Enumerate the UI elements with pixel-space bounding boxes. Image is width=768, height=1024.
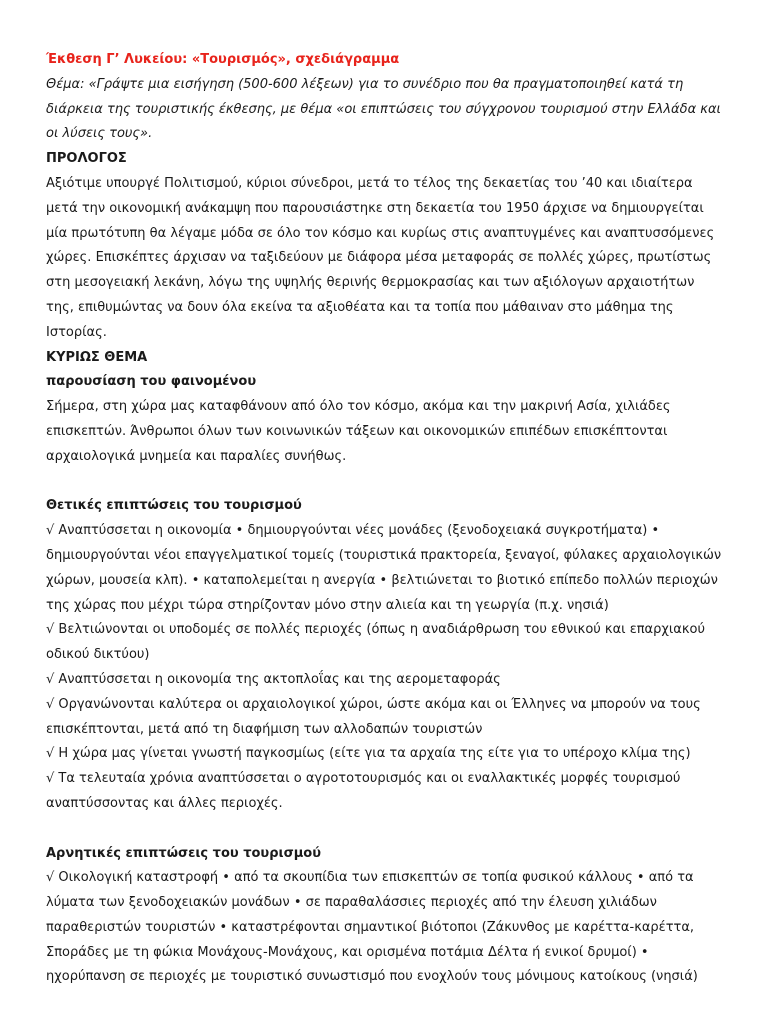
- document-title: Έκθεση Γ’ Λυκείου: «Τουρισμός», σχεδιάγραμμα: [46, 52, 400, 67]
- positive-item: √ Τα τελευταία χρόνια αναπτύσσεται ο αγροτοτουρισμός και οι εναλλακτικές μορφές τουρισμού αναπτύσσοντας και άλλες περιοχές.: [46, 771, 681, 811]
- main-heading: ΚΥΡΙΩΣ ΘΕΜΑ: [46, 349, 148, 365]
- essay-theme: Θέμα: «Γράψτε μια εισήγηση (500-600 λέξεων) για το συνέδριο που θα πραγματοποιηθεί κατά τη διάρκεια της τουριστικής έκθεσης, με θέμα «οι επιπτώσεις του σύγχρονου τουρισμού στην Ελλάδα και οι λύσεις τους».: [46, 76, 721, 142]
- prologue-text: Αξιότιμε υπουργέ Πολιτισμού, κύριοι σύνεδροι, μετά το τέλος της δεκαετίας του ’40 και ιδιαίτερα μετά την οικονομική ανάκαμψη που παρουσιάστηκε στη δεκαετία του 1950 άρχισε να δημιουργείται μία πρωτότυπη θα λέγαμε μόδα σε όλο τον κόσμο και κυρίως στις αναπτυγμένες και αναπτυσσόμενες χώρες. Επισκέπτες άρχισαν να ταξιδεύουν με διάφορα μέσα μεταφοράς σε πολλές χώρες, πρωτίστως στη μεσογειακή λεκάνη, λόγω της υψηλής θερινής θερμοκρασίας και των αξιόλογων αρχαιοτήτων της, επιθυμώντας να δουν όλα εκείνα τα αξιοθέατα και τα τοπία που μάθαιναν στο μάθημα της Ιστορίας.: [46, 175, 715, 340]
- section-spacer: [46, 817, 726, 842]
- prologue-heading: ΠΡΟΛΟΓΟΣ: [46, 151, 127, 167]
- positive-item: √ Η χώρα μας γίνεται γνωστή παγκοσμίως (είτε για τα αρχαία της είτε για το υπέροχο κλίμα της): [46, 746, 691, 762]
- positive-item: √ Οργανώνονται καλύτερα οι αρχαιολογικοί χώροι, ώστε ακόμα και οι Έλληνες να μπορούν να τους επισκέπτονται, μετά από τη διαφήμιση των αλλοδαπών τουριστών: [46, 696, 701, 737]
- negative-effects-heading: Αρνητικές επιπτώσεις του τουρισμού: [46, 845, 321, 861]
- positive-item: √ Αναπτύσσεται η οικονομία • δημιουργούνται νέες μονάδες (ξενοδοχειακά συγκροτήματα) • δημιουργούνται νέοι επαγγελματικοί τομείς (τουριστικά πρακτορεία, ξεναγοί, φύλακες αρχαιολογικών χώρων, μουσεία κλπ). • καταπολεμείται η ανεργία • βελτιώνεται το βιοτικό επίπεδο πολλών περιοχών της χώρας που μέχρι τώρα στηρίζονταν μόνο στην αλιεία και τη γεωργία (π.χ. νησιά): [46, 523, 722, 613]
- phenomenon-text: Σήμερα, στη χώρα μας καταφθάνουν από όλο τον κόσμο, ακόμα και την μακρινή Ασία, χιλιάδες επισκεπτών. Άνθρωποι όλων των κοινωνικών τάξεων και οικονομικών επιπέδων επισκέπτονται αρχαιολογικά μνημεία και παραλίες συνήθως.: [46, 399, 671, 464]
- negative-item: √ Οικολογική καταστροφή • από τα σκουπίδια των επισκεπτών σε τοπία φυσικού κάλλους • από τα λύματα των ξενοδοχειακών μονάδων • σε παραθαλάσσιες περιοχές από την έλευση χιλιάδων παραθεριστών τουριστών • καταστρέφονται σημαντικοί βιότοποι (Ζάκυνθος με καρέττα-καρέττα, Σποράδες με τη φώκια Μονάχους-Μονάχους, και ορισμένα ποτάμια Δέλτα ή ενικοί δρυμοί) • ηχορύπανση σε περιοχές με τουριστικό συνωστισμό που ενοχλούν τους μόνιμους κατοίκους (νησιά): [46, 870, 698, 985]
- positive-item: √ Βελτιώνονται οι υποδομές σε πολλές περιοχές (όπως η αναδιάρθρωση του εθνικού και επαρχιακού οδικού δικτύου): [46, 622, 705, 663]
- positive-effects-heading: Θετικές επιπτώσεις του τουρισμού: [46, 498, 302, 514]
- section-spacer: [46, 470, 726, 495]
- phenomenon-heading: παρουσίαση του φαινομένου: [46, 374, 257, 390]
- positive-item: √ Αναπτύσσεται η οικονομία της ακτοπλοΐας και της αερομεταφοράς: [46, 671, 501, 687]
